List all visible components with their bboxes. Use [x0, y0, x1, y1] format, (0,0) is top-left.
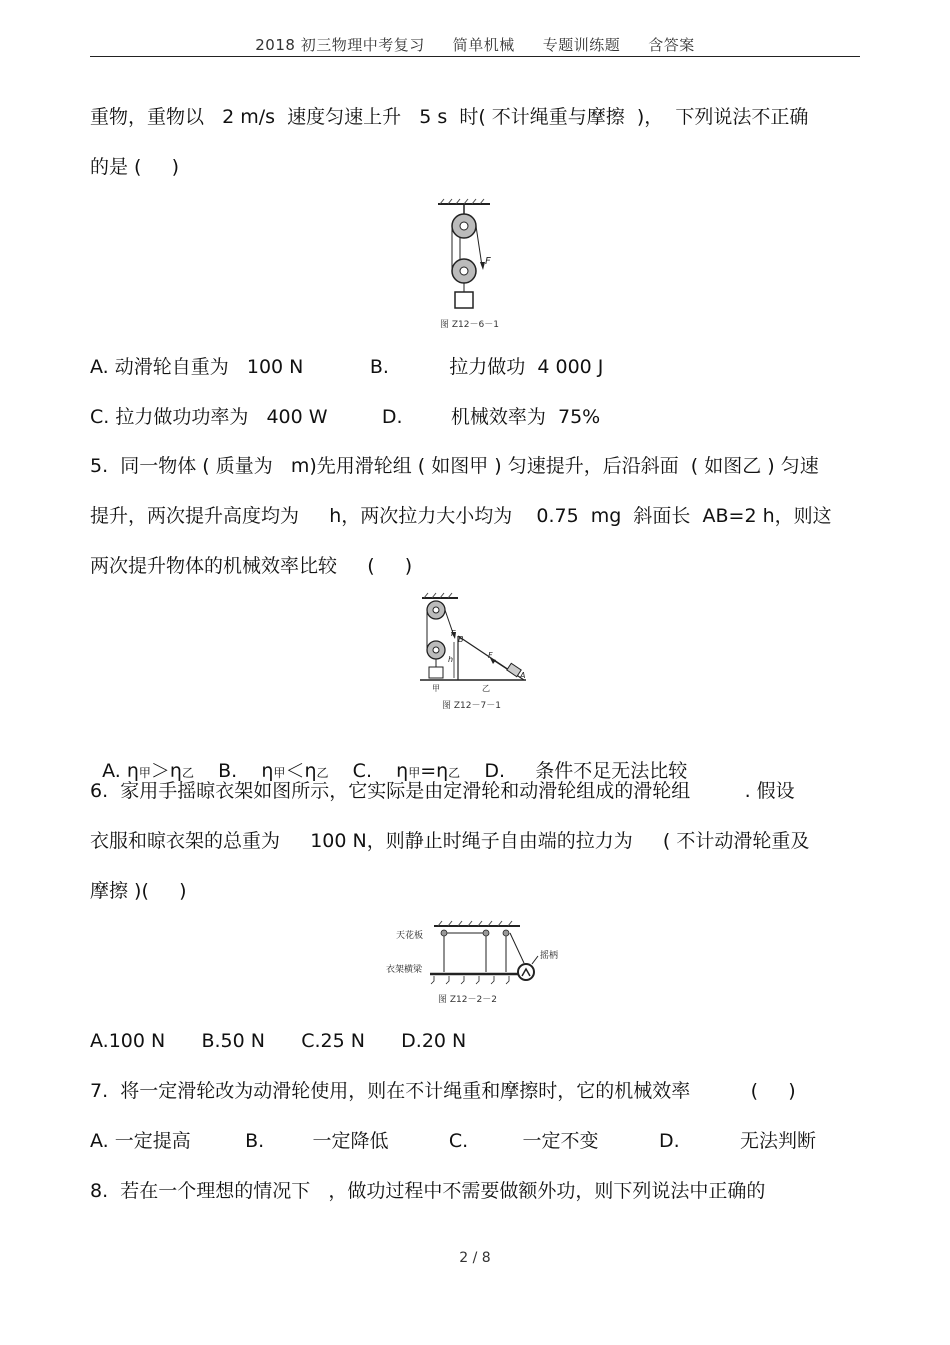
option-b-relation: ＜η: [285, 760, 317, 782]
force-label: F: [451, 629, 456, 638]
option-d: D. 条件不足无法比较: [484, 760, 688, 782]
subscript: 甲: [138, 766, 151, 780]
option-a-relation: ＞η: [150, 760, 182, 782]
option-b: B. η: [218, 760, 274, 782]
header-part: 简单机械: [452, 36, 515, 54]
figure-pulley-system: [430, 196, 520, 336]
figure-pulley-incline: [418, 592, 534, 714]
question-text-line: 衣服和晾衣架的总重为 100 N，则静止时绳子自由端的拉力为 ( 不计动滑轮重及: [90, 830, 810, 852]
option-line: C. 拉力做功功率为 400 W D. 机械效率为 75%: [90, 406, 601, 428]
option-line: A. 动滑轮自重为 100 N B. 拉力做功 4 000 J: [90, 356, 604, 378]
question-text-line: 7. 将一定滑轮改为动滑轮使用，则在不计绳重和摩擦时，它的机械效率 ( ): [90, 1080, 796, 1102]
question-text-line: 6. 家用手摇晾衣架如图所示，它实际是由定滑轮和动滑轮组成的滑轮组 . 假设: [90, 780, 795, 802]
figure-caption: 图 Z12－6－1: [440, 320, 499, 330]
question-text-line: 的是 ( ): [90, 156, 180, 178]
question-text-line: 重物，重物以 2 m/s 速度匀速上升 5 s 时( 不计绳重与摩擦 )， 下列说法不正确: [90, 106, 809, 128]
option-line: A. 一定提高 B. 一定降低 C. 一定不变 D. 无法判断: [90, 1130, 817, 1152]
question-text-line: 提升，两次提升高度均为 h，两次拉力大小均为 0.75 mg 斜面长 AB=2 h，则这: [90, 505, 832, 527]
question-text-line: 摩擦 )( ): [90, 880, 187, 902]
height-label: h: [448, 655, 454, 664]
force-label: F: [488, 651, 493, 660]
option-c-relation: =η: [420, 760, 449, 782]
subscript: 乙: [448, 766, 461, 780]
point-label: B: [458, 635, 464, 644]
question-text-line: 两次提升物体的机械效率比较 ( ): [90, 555, 413, 577]
crossbar-label: 衣架横梁: [386, 965, 423, 975]
page-header: [90, 34, 860, 57]
option-line: A.100 N B.50 N C.25 N D.20 N: [90, 1030, 467, 1052]
subscript: 甲: [273, 766, 286, 780]
figure-drying-rack: [384, 918, 564, 1010]
force-label: F: [485, 256, 491, 267]
question-text-line: 5. 同一物体 ( 质量为 m)先用滑轮组 ( 如图甲 ) 匀速提升，后沿斜面 ( 如图乙 ) 匀速: [90, 455, 819, 477]
header-part: 专题训练题: [542, 36, 621, 54]
figure-sublabel: 乙: [482, 684, 490, 693]
subscript: 乙: [316, 766, 329, 780]
point-label: A: [520, 671, 526, 680]
crank-label: 摇柄: [540, 951, 559, 961]
ceiling-label: 天花板: [396, 931, 424, 941]
header-part: 含答案: [648, 36, 695, 54]
figure-sublabel: 甲: [432, 684, 440, 693]
option-a: A. η: [102, 760, 139, 782]
subscript: 甲: [408, 766, 421, 780]
option-c: C. η: [352, 760, 409, 782]
question-text-line: 8. 若在一个理想的情况下 ，做功过程中不需要做额外功，则下列说法中正确的: [90, 1180, 766, 1202]
figure-caption: 图 Z12－7－1: [442, 701, 501, 711]
header-part: 2018 初三物理中考复习: [255, 36, 425, 54]
subscript: 乙: [181, 766, 194, 780]
page-number: 2 / 8: [459, 1250, 491, 1266]
figure-caption: 图 Z12－2－2: [438, 995, 497, 1005]
